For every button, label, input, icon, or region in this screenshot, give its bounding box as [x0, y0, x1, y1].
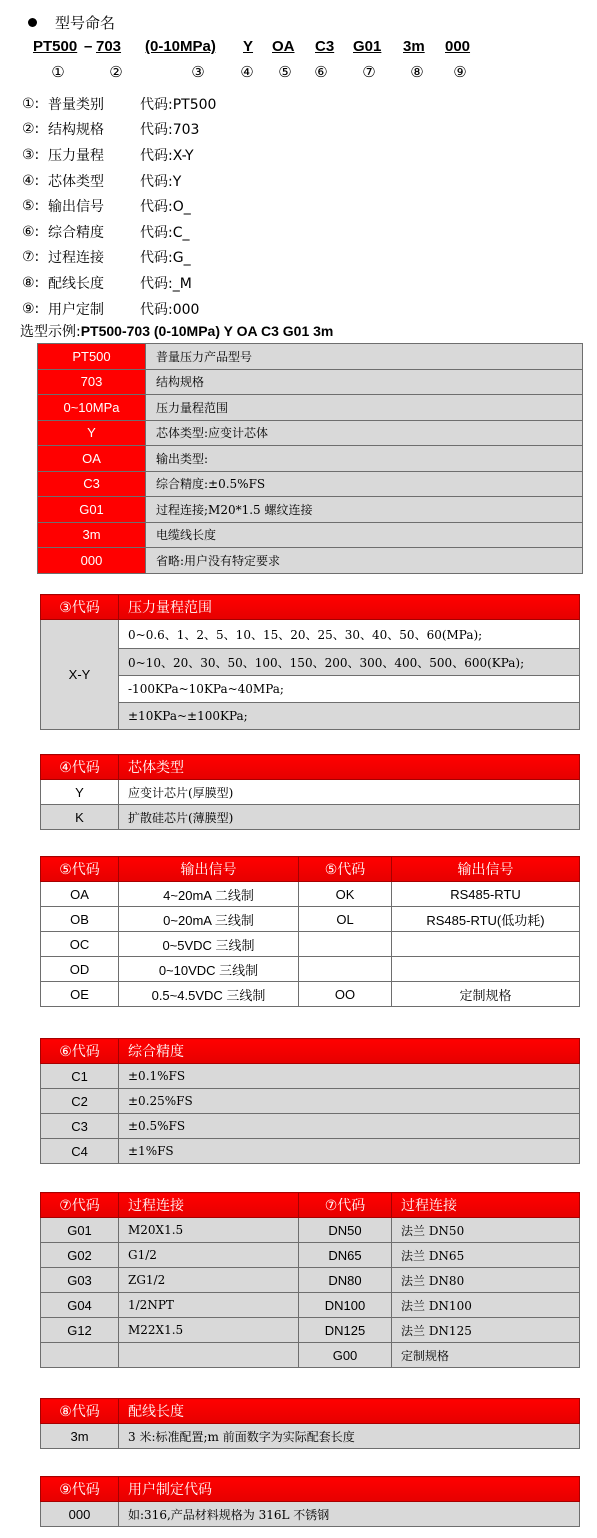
- wire-table: [40, 1398, 580, 1449]
- output-desc: 0~20mA 三线制: [119, 907, 299, 932]
- connection-desc: 定制规格: [392, 1343, 580, 1368]
- range-code: X-Y: [41, 620, 119, 730]
- table-row: [41, 676, 580, 703]
- connection-desc: M20X1.5: [119, 1218, 299, 1243]
- definition-item: [22, 91, 216, 117]
- connection-desc: ZG1/2: [119, 1268, 299, 1293]
- range-value: 0~10、20、30、50、100、150、200、300、400、500、600(KPa);: [119, 649, 580, 676]
- header-cell: 综合精度: [119, 1039, 580, 1064]
- header-cell: 过程连接: [392, 1193, 580, 1218]
- example-desc: 普量压力产品型号: [146, 344, 583, 370]
- accuracy-code: C3: [41, 1114, 119, 1139]
- output-desc: 4~20mA 二线制: [119, 882, 299, 907]
- table-row: [41, 932, 580, 957]
- part-number: ①: [51, 63, 65, 81]
- table-header: [41, 857, 580, 882]
- header-cell: ③代码: [41, 595, 119, 620]
- custom-desc: 如:316,产品材料规格为 316L 不锈钢: [119, 1502, 580, 1527]
- table-row: [41, 1089, 580, 1114]
- model-part: OA: [272, 38, 295, 55]
- output-code: OA: [41, 882, 119, 907]
- header-cell: ⑨代码: [41, 1477, 119, 1502]
- model-part: PT500: [33, 38, 78, 55]
- def-name: 芯体类型: [48, 173, 104, 190]
- output-code: OK: [299, 882, 392, 907]
- part-number: ③: [191, 63, 205, 81]
- output-code: [299, 957, 392, 982]
- example-desc: 综合精度:±0.5%FS: [146, 471, 583, 497]
- def-number: ①:: [22, 95, 40, 112]
- model-part: C3: [315, 38, 335, 55]
- def-code: 代码:C_: [140, 224, 190, 241]
- def-number: ⑦:: [22, 249, 40, 266]
- def-number: ②:: [22, 121, 40, 138]
- def-code: 代码:G_: [140, 250, 191, 267]
- connection-code: DN125: [299, 1318, 392, 1343]
- table-row: [41, 1318, 580, 1343]
- connection-desc: 1/2NPT: [119, 1293, 299, 1318]
- def-number: ⑥:: [22, 223, 40, 240]
- header-cell: ④代码: [41, 755, 119, 780]
- output-code: [299, 932, 392, 957]
- definition-item: [22, 270, 216, 296]
- def-name: 普量类别: [48, 96, 104, 113]
- example-code: G01: [38, 497, 146, 523]
- example-label: 选型示例:: [20, 324, 81, 340]
- def-code: 代码:000: [140, 301, 200, 318]
- definition-item: [22, 219, 216, 245]
- model-part: 000: [445, 38, 471, 55]
- def-code: 代码:X-Y: [140, 147, 194, 164]
- table-header: [41, 1193, 580, 1218]
- table-row: [41, 1268, 580, 1293]
- table-row: [41, 780, 580, 805]
- def-name: 输出信号: [48, 199, 104, 216]
- table-row: [38, 497, 583, 523]
- table-header: [41, 595, 580, 620]
- output-code: OB: [41, 907, 119, 932]
- header-cell: 用户制定代码: [119, 1477, 580, 1502]
- accuracy-desc: ±0.5%FS: [119, 1114, 580, 1139]
- example-code: 0~10MPa: [38, 395, 146, 421]
- header-cell: 压力量程范围: [119, 595, 580, 620]
- part-number: ⑧: [410, 63, 424, 81]
- table-row: [41, 1343, 580, 1368]
- def-number: ⑧:: [22, 274, 40, 291]
- def-number: ③:: [22, 146, 40, 163]
- wire-code: 3m: [41, 1424, 119, 1449]
- model-part: G01: [353, 38, 382, 55]
- connection-desc: [119, 1343, 299, 1368]
- def-code: 代码:O_: [140, 199, 191, 216]
- header-cell: ⑤代码: [299, 857, 392, 882]
- example-code: C3: [38, 471, 146, 497]
- part-number: ②: [109, 63, 123, 81]
- part-number: ⑤: [278, 63, 292, 81]
- table-row: [41, 882, 580, 907]
- model-part: Y: [243, 38, 254, 55]
- definition-item: [22, 117, 216, 143]
- example-value: PT500-703 (0-10MPa) Y OA C3 G01 3m: [80, 323, 334, 339]
- model-part: 703: [96, 38, 122, 55]
- part-number: ④: [240, 63, 254, 81]
- example-title: [20, 321, 333, 341]
- range-table: [40, 594, 580, 730]
- def-name: 压力量程: [48, 147, 104, 164]
- output-desc: [392, 957, 580, 982]
- output-desc: 0~5VDC 三线制: [119, 932, 299, 957]
- table-row: [38, 522, 583, 548]
- example-code: Y: [38, 420, 146, 446]
- header-cell: ⑥代码: [41, 1039, 119, 1064]
- connection-desc: 法兰 DN100: [392, 1293, 580, 1318]
- def-code: 代码:703: [140, 122, 200, 139]
- part-number: ⑨: [453, 63, 467, 81]
- output-code: OC: [41, 932, 119, 957]
- output-desc: 0.5~4.5VDC 三线制: [119, 982, 299, 1007]
- def-code: 代码:PT500: [140, 96, 217, 113]
- accuracy-desc: ±1%FS: [119, 1139, 580, 1164]
- table-row: [41, 805, 580, 830]
- table-row: [38, 395, 583, 421]
- example-desc: 压力量程范围: [146, 395, 583, 421]
- header-cell: 芯体类型: [119, 755, 580, 780]
- table-row: [41, 1064, 580, 1089]
- definition-item: [22, 193, 216, 219]
- table-header: [41, 1039, 580, 1064]
- table-row: [41, 1139, 580, 1164]
- header-cell: 输出信号: [392, 857, 580, 882]
- heading-text: 型号命名: [55, 14, 116, 32]
- connection-code: G00: [299, 1343, 392, 1368]
- connection-code: DN65: [299, 1243, 392, 1268]
- connection-code: G01: [41, 1218, 119, 1243]
- bullet-icon: [28, 18, 37, 27]
- def-number: ⑨:: [22, 300, 40, 317]
- table-row: [41, 1293, 580, 1318]
- example-code: 000: [38, 548, 146, 574]
- output-code: OL: [299, 907, 392, 932]
- connection-desc: 法兰 DN125: [392, 1318, 580, 1343]
- header-cell: 输出信号: [119, 857, 299, 882]
- header-cell: 配线长度: [119, 1399, 580, 1424]
- model-part: (0-10MPa): [145, 38, 216, 55]
- accuracy-code: C4: [41, 1139, 119, 1164]
- output-code: OE: [41, 982, 119, 1007]
- output-code: OD: [41, 957, 119, 982]
- def-code: 代码:Y: [140, 173, 182, 190]
- output-code: OO: [299, 982, 392, 1007]
- header-cell: 过程连接: [119, 1193, 299, 1218]
- table-row: [38, 420, 583, 446]
- range-value: 0~0.6、1、2、5、10、15、20、25、30、40、50、60(MPa);: [119, 620, 580, 649]
- connection-desc: 法兰 DN50: [392, 1218, 580, 1243]
- output-desc: 定制规格: [392, 982, 580, 1007]
- connection-code: DN80: [299, 1268, 392, 1293]
- def-name: 过程连接: [48, 250, 104, 267]
- section-heading: [28, 12, 115, 33]
- output-desc: 0~10VDC 三线制: [119, 957, 299, 982]
- accuracy-desc: ±0.1%FS: [119, 1064, 580, 1089]
- table-row: [41, 1502, 580, 1527]
- connection-desc: 法兰 DN80: [392, 1268, 580, 1293]
- part-number-row: [0, 63, 597, 83]
- table-header: [41, 1477, 580, 1502]
- connection-desc: 法兰 DN65: [392, 1243, 580, 1268]
- table-row: [41, 982, 580, 1007]
- connection-code: [41, 1343, 119, 1368]
- connection-code: G12: [41, 1318, 119, 1343]
- def-number: ④:: [22, 172, 40, 189]
- example-desc: 电缆线长度: [146, 522, 583, 548]
- def-name: 综合精度: [48, 224, 104, 241]
- output-table: [40, 856, 580, 1007]
- connection-code: G04: [41, 1293, 119, 1318]
- table-row: [41, 907, 580, 932]
- accuracy-code: C2: [41, 1089, 119, 1114]
- model-code-row: [33, 38, 483, 58]
- range-value: -100KPa~10KPa~40MPa;: [119, 676, 580, 703]
- connection-desc: G1/2: [119, 1243, 299, 1268]
- def-name: 配线长度: [48, 275, 104, 292]
- custom-table: [40, 1476, 580, 1527]
- example-desc: 芯体类型:应变计芯体: [146, 420, 583, 446]
- def-name: 结构规格: [48, 122, 104, 139]
- custom-code: 000: [41, 1502, 119, 1527]
- table-header: [41, 1399, 580, 1424]
- connection-desc: M22X1.5: [119, 1318, 299, 1343]
- output-desc: RS485-RTU: [392, 882, 580, 907]
- def-number: ⑤:: [22, 198, 40, 215]
- accuracy-code: C1: [41, 1064, 119, 1089]
- example-desc: 过程连接;M20*1.5 螺纹连接: [146, 497, 583, 523]
- part-number: ⑥: [314, 63, 328, 81]
- table-row: [38, 548, 583, 574]
- accuracy-desc: ±0.25%FS: [119, 1089, 580, 1114]
- connection-code: DN100: [299, 1293, 392, 1318]
- table-row: [38, 446, 583, 472]
- table-row: [41, 1243, 580, 1268]
- core-table: [40, 754, 580, 830]
- example-code: 703: [38, 369, 146, 395]
- header-cell: ⑧代码: [41, 1399, 119, 1424]
- header-cell: ⑤代码: [41, 857, 119, 882]
- model-part: 3m: [403, 38, 425, 55]
- connection-code: G03: [41, 1268, 119, 1293]
- definition-item: [22, 142, 216, 168]
- table-row: [41, 1218, 580, 1243]
- example-desc: 结构规格: [146, 369, 583, 395]
- core-desc: 扩散硅芯片(薄膜型): [119, 805, 580, 830]
- core-code: K: [41, 805, 119, 830]
- connection-code: G02: [41, 1243, 119, 1268]
- part-number: ⑦: [362, 63, 376, 81]
- definition-item: [22, 245, 216, 271]
- table-row: [38, 344, 583, 370]
- connection-table: [40, 1192, 580, 1368]
- definition-item: [22, 296, 216, 322]
- def-name: 用户定制: [48, 301, 104, 318]
- example-desc: 省略:用户没有特定要求: [146, 548, 583, 574]
- example-table: [37, 343, 583, 574]
- core-desc: 应变计芯片(厚膜型): [119, 780, 580, 805]
- example-code: PT500: [38, 344, 146, 370]
- connection-code: DN50: [299, 1218, 392, 1243]
- definition-list: [22, 91, 216, 321]
- table-row: [38, 369, 583, 395]
- model-part: –: [84, 38, 93, 55]
- core-code: Y: [41, 780, 119, 805]
- accuracy-table: [40, 1038, 580, 1164]
- table-row: [38, 471, 583, 497]
- table-row: [41, 703, 580, 730]
- output-desc: [392, 932, 580, 957]
- header-cell: ⑦代码: [299, 1193, 392, 1218]
- header-cell: ⑦代码: [41, 1193, 119, 1218]
- wire-desc: 3 米:标准配置;m 前面数字为实际配套长度: [119, 1424, 580, 1449]
- range-value: ±10KPa~±100KPa;: [119, 703, 580, 730]
- table-row: [41, 649, 580, 676]
- example-desc: 输出类型:: [146, 446, 583, 472]
- output-desc: RS485-RTU(低功耗): [392, 907, 580, 932]
- table-row: [41, 1114, 580, 1139]
- table-row: [41, 1424, 580, 1449]
- definition-item: [22, 168, 216, 194]
- table-header: [41, 755, 580, 780]
- example-code: OA: [38, 446, 146, 472]
- example-code: 3m: [38, 522, 146, 548]
- table-row: [41, 957, 580, 982]
- table-row: [41, 620, 580, 649]
- def-code: 代码:_M: [140, 275, 192, 292]
